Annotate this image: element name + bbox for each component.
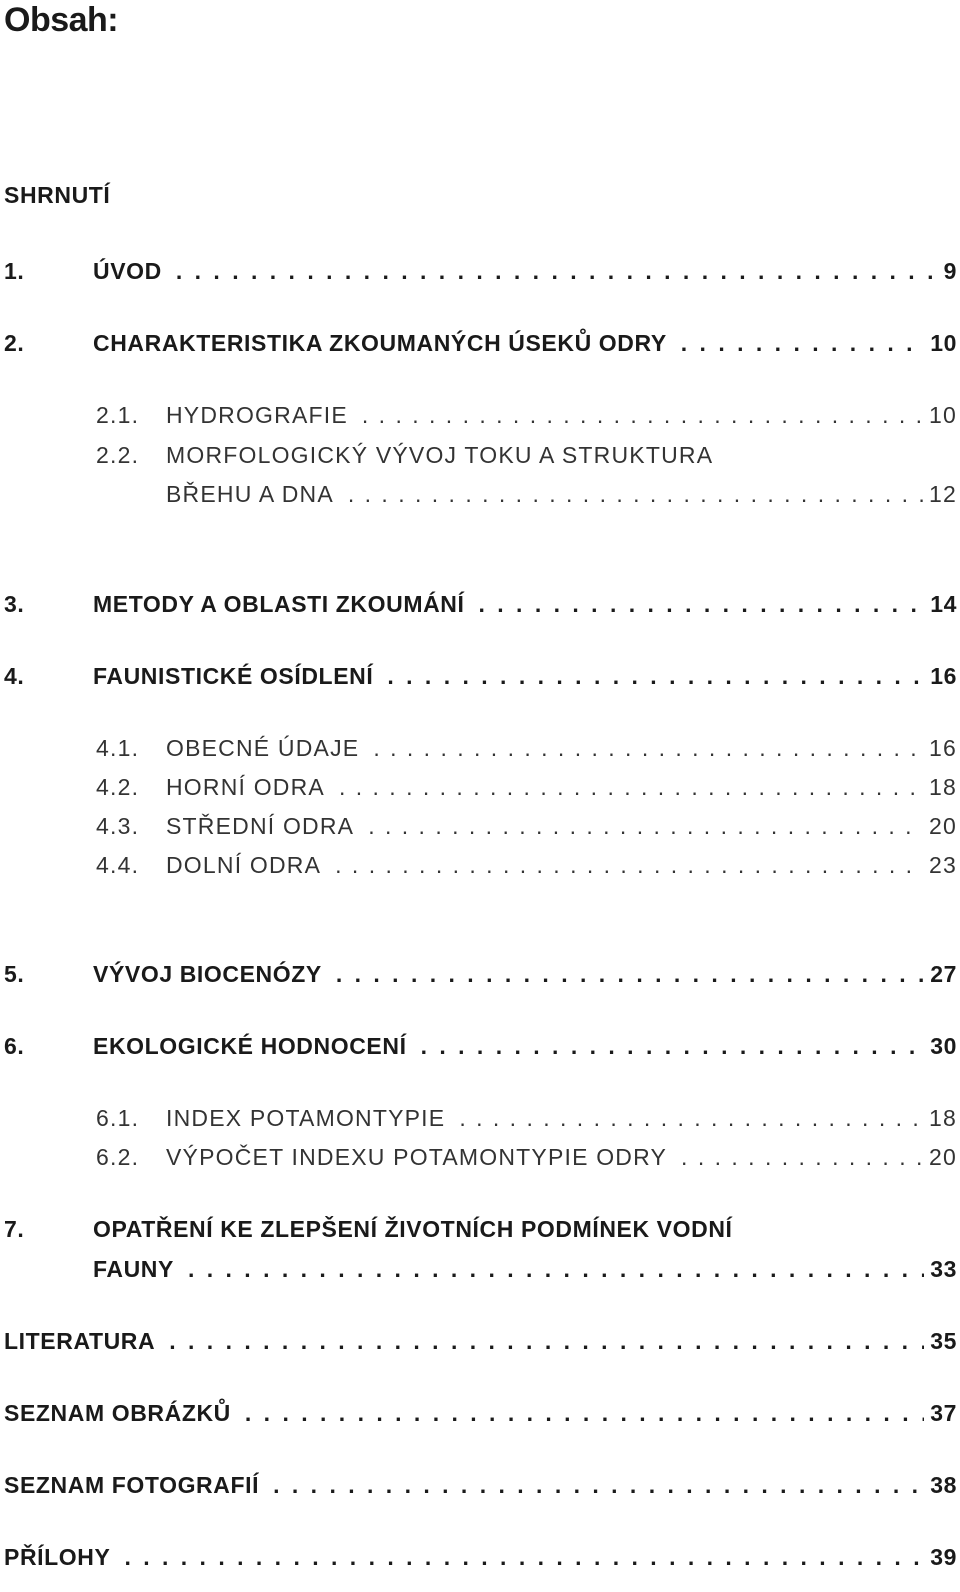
toc-entry [0, 850, 957, 880]
toc-entry [0, 479, 957, 509]
toc-entry [0, 256, 957, 286]
dot-leader [479, 589, 925, 619]
dot-leader [176, 256, 938, 286]
toc-entry-page-number: 9 [943, 258, 957, 284]
toc-entry-number: 6.2. [96, 1144, 140, 1170]
toc-entry-number: 7. [4, 1216, 25, 1242]
dot-leader [373, 733, 923, 763]
toc-entry [0, 1470, 957, 1500]
dot-leader [348, 479, 923, 509]
toc-entry-page-number: 30 [930, 1033, 957, 1059]
page-title: Obsah: [4, 1, 119, 39]
toc-entry-label: FAUNISTICKÉ OSÍDLENÍ [93, 663, 374, 689]
toc-entry-label: INDEX POTAMONTYPIE [166, 1105, 446, 1131]
toc-entry-label: STŘEDNÍ ODRA [166, 813, 355, 839]
toc-entry-page-number: 16 [930, 663, 957, 689]
toc-entry-page-number: 10 [930, 330, 957, 356]
toc-entry [0, 1398, 957, 1428]
dot-leader [339, 772, 923, 802]
toc-entry-label: CHARAKTERISTIKA ZKOUMANÝCH ÚSEKŮ ODRY [93, 330, 667, 356]
toc-entry [0, 1214, 957, 1244]
toc-entry [0, 1103, 957, 1133]
toc-entry-number: 2.2. [96, 442, 140, 468]
toc-entry-label: LITERATURA [4, 1328, 156, 1354]
toc-entry [0, 661, 957, 691]
toc-entry-number: 6. [4, 1033, 25, 1059]
toc-entry-page-number: 18 [929, 774, 957, 800]
toc-entry [0, 589, 957, 619]
toc-entry [0, 1542, 957, 1572]
toc-entry-page-number: 20 [929, 1144, 957, 1170]
toc-entry-page-number: 27 [930, 961, 957, 987]
dot-leader [421, 1031, 925, 1061]
toc-entry-label: VÝVOJ BIOCENÓZY [93, 961, 322, 987]
toc-entry-label: METODY A OBLASTI ZKOUMÁNÍ [93, 591, 465, 617]
toc-entry [0, 733, 957, 763]
toc-entry-label: MORFOLOGICKÝ VÝVOJ TOKU A STRUKTURA [166, 442, 714, 468]
dot-leader [124, 1542, 924, 1572]
toc-entry-label: OBECNÉ ÚDAJE [166, 735, 360, 761]
toc-entry-number: 4.4. [96, 852, 140, 878]
toc-entry-number: 2. [4, 330, 25, 356]
toc-entry [0, 400, 957, 430]
toc-entry-page-number: 12 [929, 481, 957, 507]
dot-leader [273, 1470, 924, 1500]
toc-entry-page-number: 39 [930, 1544, 957, 1570]
dot-leader [459, 1103, 923, 1133]
toc-entry-number: 4. [4, 663, 25, 689]
toc-entry-label: BŘEHU A DNA [166, 481, 334, 507]
dot-leader [368, 811, 923, 841]
toc-entry [0, 772, 957, 802]
toc-entry-label: SEZNAM FOTOGRAFIÍ [4, 1472, 260, 1498]
toc-entry-number: 1. [4, 258, 25, 284]
toc-entry-page-number: 33 [930, 1256, 957, 1282]
toc-entry-label: SEZNAM OBRÁZKŮ [4, 1400, 231, 1426]
toc-entry [0, 1142, 957, 1172]
toc-entry-label: HYDROGRAFIE [166, 402, 348, 428]
toc-entry [0, 180, 957, 210]
dot-leader [362, 400, 923, 430]
toc-entry-number: 4.3. [96, 813, 140, 839]
toc-entry [0, 1031, 957, 1061]
toc-entry [0, 1254, 957, 1284]
toc-entry-label: DOLNÍ ODRA [166, 852, 322, 878]
toc-entry-page-number: 37 [930, 1400, 957, 1426]
toc-entry-label: ÚVOD [93, 258, 162, 284]
toc-entry-number: 6.1. [96, 1105, 140, 1131]
dot-leader [387, 661, 924, 691]
toc-entry-number: 4.1. [96, 735, 140, 761]
toc-entry-page-number: 20 [929, 813, 957, 839]
toc-entry [0, 1326, 957, 1356]
dot-leader [681, 1142, 923, 1172]
toc-entry-label: EKOLOGICKÉ HODNOCENÍ [93, 1033, 407, 1059]
toc-entry-number: 4.2. [96, 774, 140, 800]
dot-leader [188, 1254, 924, 1284]
toc-entry-label: PŘÍLOHY [4, 1544, 111, 1570]
toc-entry-label: FAUNY [93, 1256, 174, 1282]
toc-entry-label: VÝPOČET INDEXU POTAMONTYPIE ODRY [166, 1144, 668, 1170]
toc-entry-page-number: 10 [929, 402, 957, 428]
toc-entry [0, 811, 957, 841]
toc-entry [0, 440, 957, 470]
toc-entry [0, 328, 957, 358]
toc-entry-number: 5. [4, 961, 25, 987]
toc-entry-number: 2.1. [96, 402, 140, 428]
toc-entry-label: HORNÍ ODRA [166, 774, 325, 800]
toc-entry-label: SHRNUTÍ [4, 182, 111, 208]
toc-entry-label: OPATŘENÍ KE ZLEPŠENÍ ŽIVOTNÍCH PODMÍNEK VODNÍ [93, 1216, 733, 1242]
toc-entry-page-number: 18 [929, 1105, 957, 1131]
toc-entry-page-number: 14 [930, 591, 957, 617]
dot-leader [336, 959, 924, 989]
dot-leader [169, 1326, 924, 1356]
toc-entry-number: 3. [4, 591, 25, 617]
dot-leader [335, 850, 923, 880]
toc-entry-page-number: 38 [930, 1472, 957, 1498]
toc-entry-page-number: 35 [930, 1328, 957, 1354]
toc-entry-page-number: 16 [929, 735, 957, 761]
toc-entry [0, 959, 957, 989]
dot-leader [245, 1398, 924, 1428]
toc-entry-page-number: 23 [929, 852, 957, 878]
dot-leader [681, 328, 924, 358]
